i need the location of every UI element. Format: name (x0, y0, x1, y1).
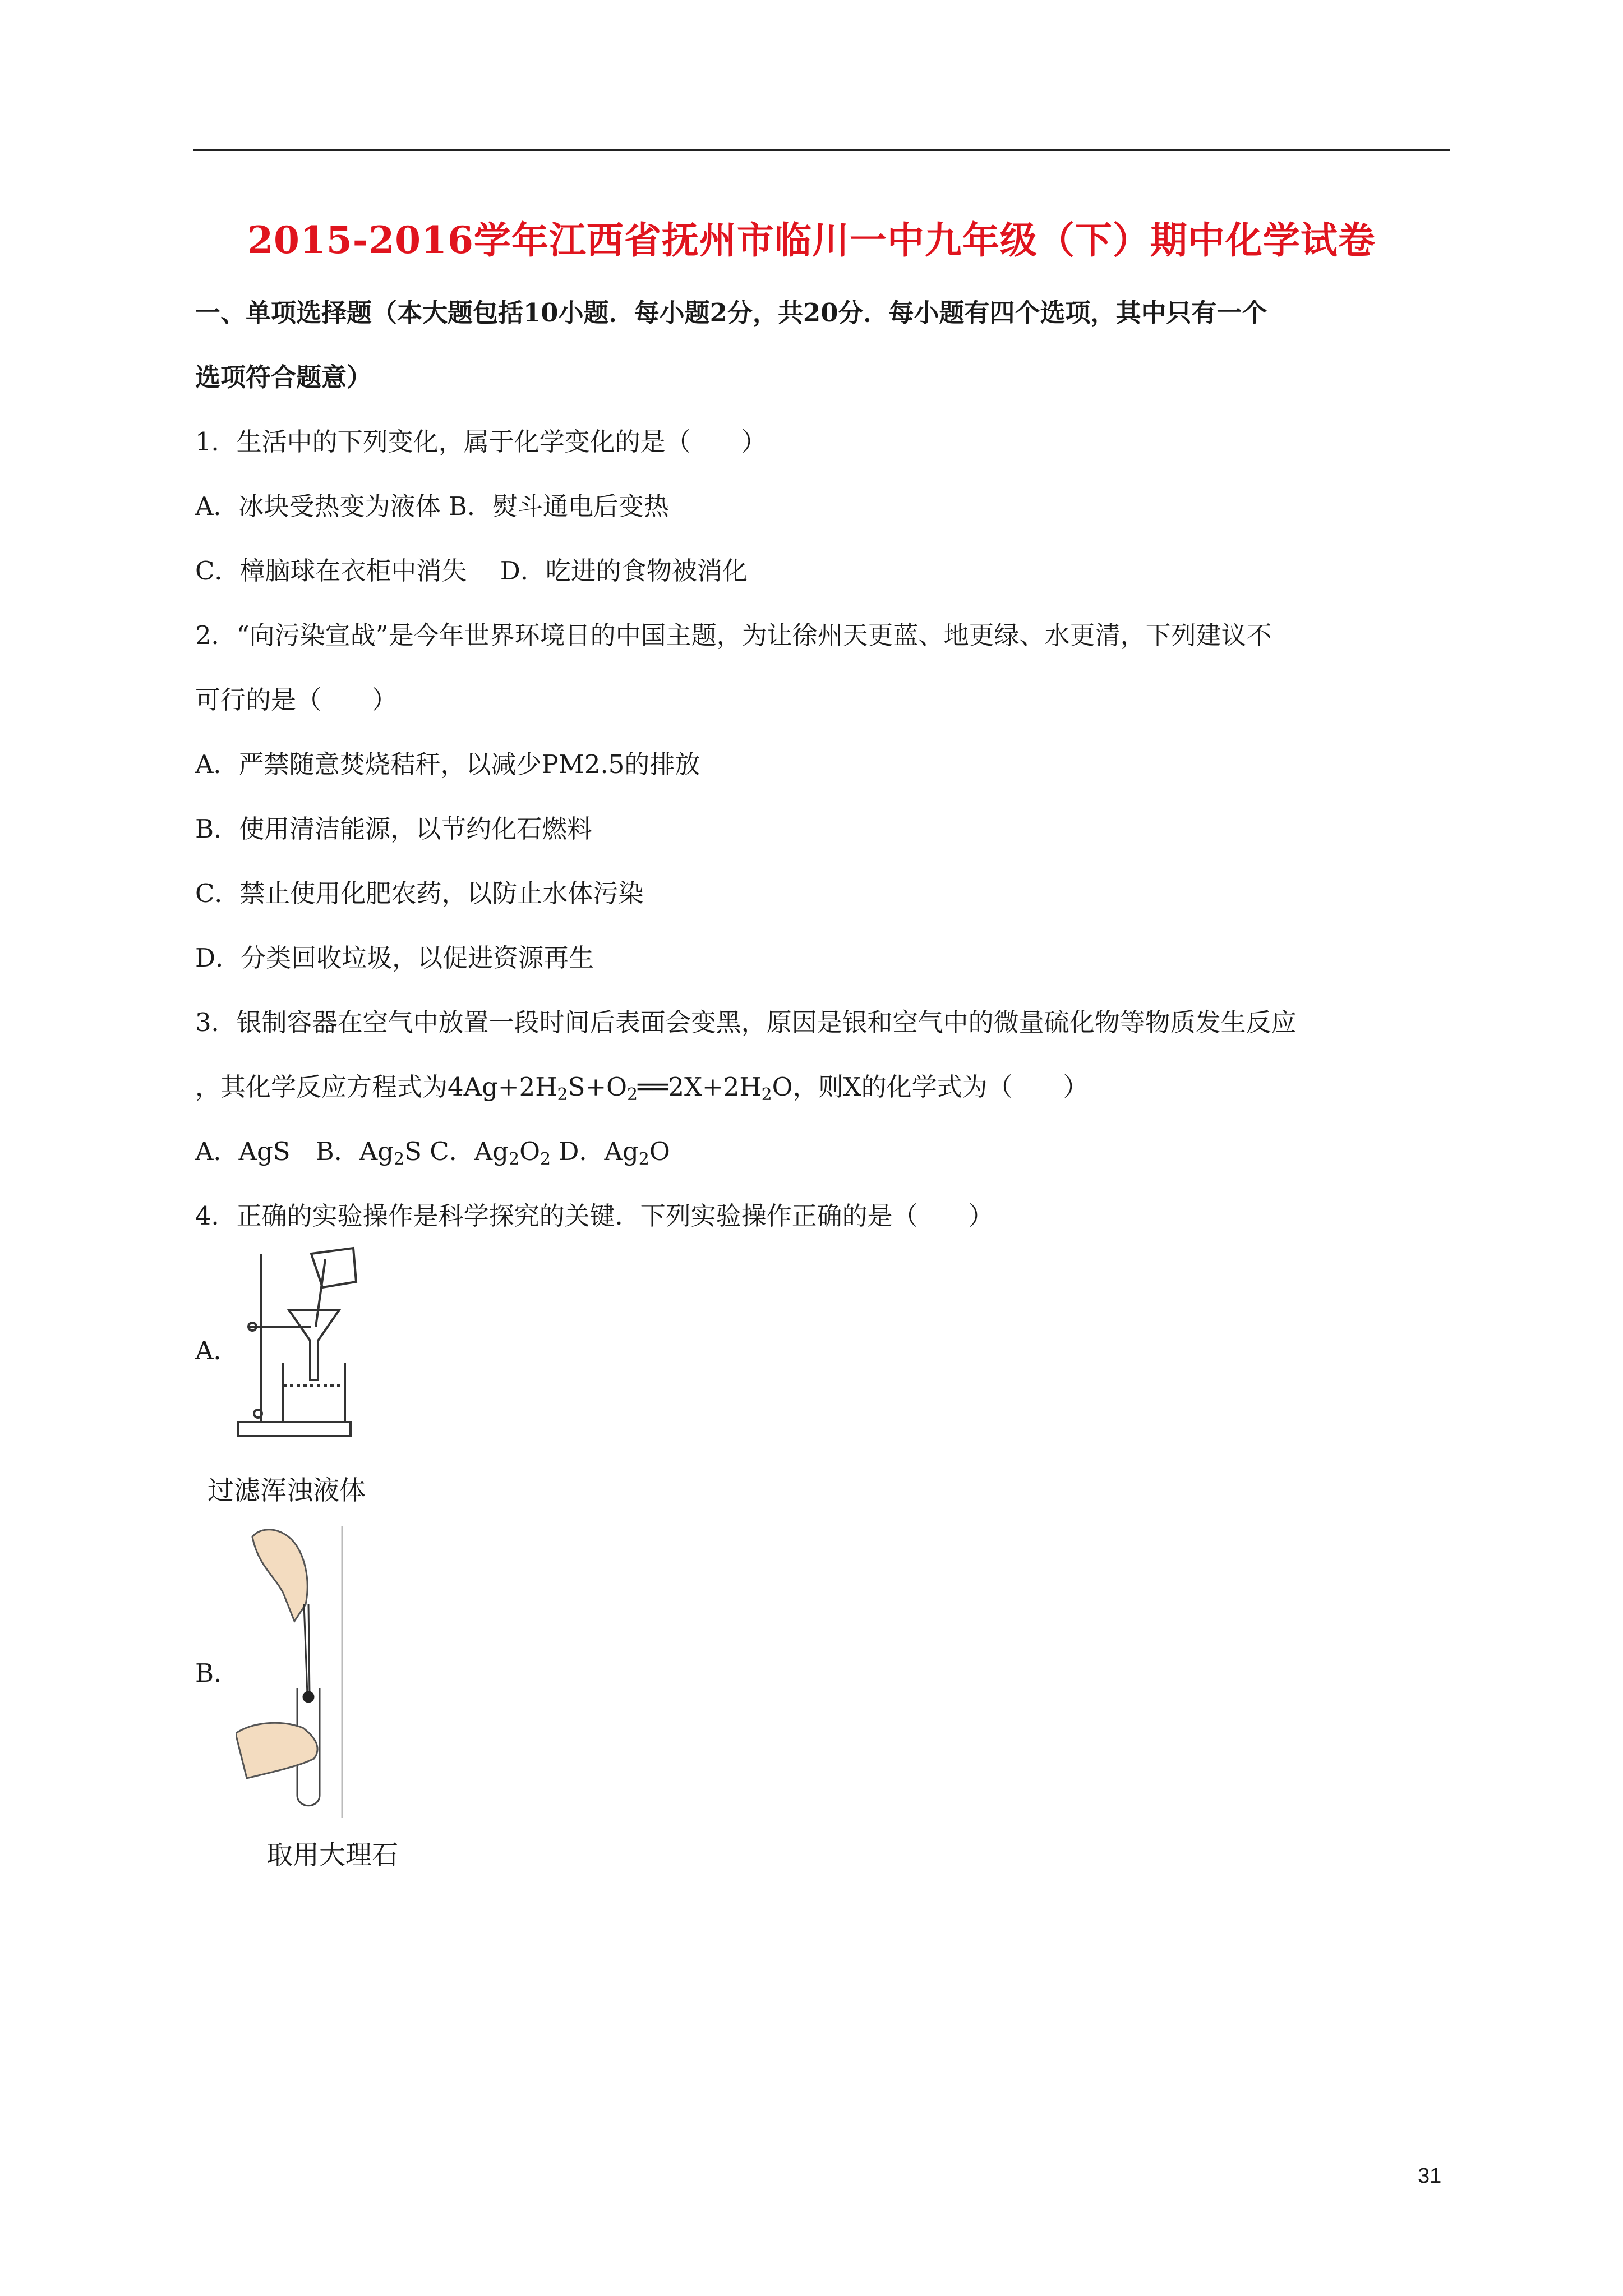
q4-stem: 4．正确的实验操作是科学探究的关键．下列实验操作正确的是（ ） (195, 1201, 994, 1231)
q4-option-b-caption: 取用大理石 (266, 1840, 398, 1871)
q4-option-a-caption: 过滤浑浊液体 (208, 1475, 366, 1506)
upper-hand (252, 1530, 307, 1621)
q1-stem: 1．生活中的下列变化，属于化学变化的是（ ） (195, 427, 767, 457)
test-tube-figure (236, 1526, 348, 1818)
pouring-beaker (311, 1248, 356, 1287)
q2-option-c: C．禁止使用化肥农药，以防止水体污染 (195, 878, 644, 908)
filtration-apparatus-figure (227, 1243, 362, 1444)
exam-title: 2015-2016学年江西省抚州市临川一中九年级（下）期中化学试卷 (247, 218, 1376, 262)
q2-option-d: D．分类回收垃圾，以促进资源再生 (195, 943, 594, 973)
q1-options-ab: A．冰块受热变为液体 B．熨斗通电后变热 (195, 491, 669, 521)
q4-option-b-label: B． (195, 1658, 239, 1688)
q3-stem-line1: 3．银制容器在空气中放置一段时间后表面会变黑，原因是银和空气中的微量硫化物等物质发生反应 (195, 1007, 1297, 1037)
q2-stem-line1: 2．“向污染宣战”是今年世界环境日的中国主题，为让徐州天更蓝、地更绿、水更清，下列建议不 (195, 620, 1272, 650)
marble-piece (303, 1692, 313, 1702)
section-heading-line2: 选项符合题意） (195, 362, 372, 392)
stand-base (238, 1422, 351, 1436)
q1-options-cd: C．樟脑球在衣柜中消失 D．吃进的食物被消化 (195, 556, 748, 586)
q3-options: A．AgS B．$Ag_2S$ C．$Ag_2O_2$ D．$Ag_2O$ (195, 1137, 670, 1169)
q3-stem-line2: ，其化学反应方程式为$4Ag+2H_2S+O_2══2X+2H_2O$，则X的化学式为（ ） (195, 1072, 1089, 1105)
q4-option-a-label: A． (195, 1336, 239, 1365)
q2-option-a: A．严禁随意焚烧秸秆，以减少PM2.5的排放 (195, 749, 700, 779)
beaker (283, 1363, 345, 1422)
page-number: 31 (1418, 2164, 1442, 2188)
q2-stem-line2: 可行的是（ ） (195, 685, 398, 715)
section-heading-line1: 一、单项选择题（本大题包括10小题．每小题2分，共20分．每小题有四个选项，其中只有一个 (195, 298, 1267, 328)
lower-hand (236, 1723, 317, 1778)
funnel (289, 1310, 339, 1380)
q2-option-b: B．使用清洁能源，以节约化石燃料 (195, 814, 593, 844)
header-rule (193, 149, 1450, 151)
